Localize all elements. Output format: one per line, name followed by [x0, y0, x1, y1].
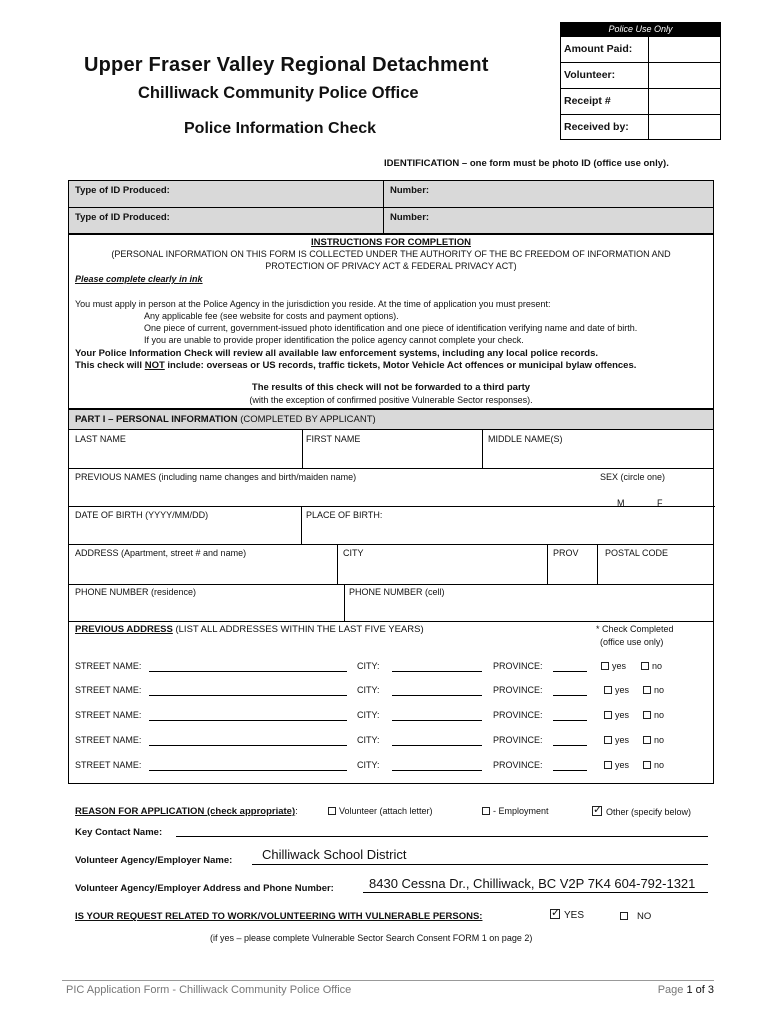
requirement-id: One piece of current, government-issued photo identification and one piece of identification verifying name and date of birth. — [144, 323, 638, 333]
previous-address-row — [69, 661, 713, 681]
checkbox-icon — [620, 912, 628, 920]
agency-name-field[interactable] — [252, 864, 708, 865]
id-table — [68, 180, 714, 234]
agency-name-label: Volunteer Agency/Employer Name: — [75, 855, 233, 866]
province-label: PROVINCE: — [493, 661, 543, 671]
province-field[interactable] — [553, 695, 587, 696]
city-label: CITY: — [357, 661, 380, 671]
checkbox-icon — [604, 711, 612, 719]
office-title: Chilliwack Community Police Office — [138, 84, 419, 102]
id-row-2 — [69, 207, 713, 233]
city-label[interactable]: CITY — [343, 548, 364, 558]
received-by-field[interactable] — [649, 115, 720, 140]
vulnerable-yes-option[interactable]: ✓ YES — [550, 909, 584, 921]
checked-checkbox-icon — [592, 806, 602, 816]
footer-divider — [62, 980, 714, 981]
dob-label[interactable]: DATE OF BIRTH (YYYY/MM/DD) — [75, 510, 209, 520]
previous-address-row — [69, 735, 713, 755]
no-checkbox[interactable]: no — [643, 735, 664, 745]
city-field[interactable] — [392, 720, 482, 721]
sex-label: SEX (circle one) — [600, 472, 666, 482]
street-name-label: STREET NAME: — [75, 685, 142, 695]
middle-names-label[interactable]: MIDDLE NAME(S) — [488, 434, 563, 444]
province-label: PROVINCE: — [493, 735, 543, 745]
no-checkbox[interactable]: no — [643, 685, 664, 695]
no-checkbox[interactable]: no — [641, 661, 662, 671]
received-by-row — [561, 114, 720, 140]
checkbox-icon — [604, 761, 612, 769]
sex-f-option[interactable]: F — [657, 498, 663, 508]
province-field[interactable] — [553, 770, 587, 771]
address-label[interactable]: ADDRESS (Apartment, street # and name) — [75, 548, 247, 558]
police-use-only-box — [560, 22, 721, 140]
vulnerable-question: IS YOUR REQUEST RELATED TO WORK/VOLUNTEERING WITH VULNERABLE PERSONS: — [75, 911, 483, 922]
amount-paid-row — [561, 36, 720, 62]
agency-address-value[interactable]: 8430 Cessna Dr., Chilliwack, BC V2P 7K4 604-792-1321 — [369, 876, 696, 891]
volunteer-field[interactable] — [649, 63, 720, 88]
key-contact-field[interactable] — [176, 836, 708, 837]
city-label: CITY: — [357, 685, 380, 695]
yes-checkbox[interactable]: yes — [604, 760, 629, 770]
previous-address-row — [69, 685, 713, 705]
yes-checkbox[interactable]: yes — [604, 735, 629, 745]
street-name-label: STREET NAME: — [75, 760, 142, 770]
province-label: PROVINCE: — [493, 685, 543, 695]
agency-name-value[interactable]: Chilliwack School District — [262, 847, 407, 862]
street-name-label: STREET NAME: — [75, 710, 142, 720]
will-not-include: This check will NOT include: overseas or US records, traffic tickets, Motor Vehicle Act offences or municipal bylaw offences. — [75, 360, 637, 371]
agency-address-label: Volunteer Agency/Employer Address and Phone Number: — [75, 883, 334, 894]
id-type-label[interactable]: Type of ID Produced: — [69, 181, 384, 207]
reason-other-option[interactable]: ✓ Other (specify below) — [592, 806, 691, 817]
street-name-field[interactable] — [149, 770, 347, 771]
receipt-field[interactable] — [649, 89, 720, 114]
not-forwarded-note: The results of this check will not be forwarded to a third party — [251, 382, 531, 393]
agency-address-field[interactable] — [363, 892, 708, 893]
province-field[interactable] — [553, 745, 587, 746]
checkbox-icon — [601, 662, 609, 670]
prov-label[interactable]: PROV — [553, 548, 579, 558]
yes-checkbox[interactable]: yes — [601, 661, 626, 671]
vulnerable-no-option[interactable]: NO — [620, 911, 651, 922]
last-name-label[interactable]: LAST NAME — [75, 434, 126, 444]
receipt-label: Receipt # — [561, 89, 649, 114]
exception-note: (with the exception of confirmed positive Vulnerable Sector responses). — [249, 395, 533, 405]
privacy-line-2: PROTECTION OF PRIVACY ACT & FEDERAL PRIVACY ACT) — [265, 261, 517, 271]
review-all-systems: Your Police Information Check will review all available law enforcement systems, including any local police records. — [75, 348, 599, 359]
id-number-label[interactable]: Number: — [390, 185, 430, 196]
id-type-label[interactable]: Type of ID Produced: — [69, 208, 384, 233]
amount-paid-label: Amount Paid: — [561, 37, 649, 62]
reason-employment-option[interactable]: - Employment — [482, 806, 549, 816]
previous-address-row — [69, 710, 713, 730]
office-use-only-label: (office use only) — [600, 637, 664, 647]
reason-heading: REASON FOR APPLICATION (check appropriate): — [75, 806, 298, 817]
vulnerable-note: (if yes – please complete Vulnerable Sector Search Consent FORM 1 on page 2) — [210, 933, 533, 943]
volunteer-label: Volunteer: — [561, 63, 649, 88]
check-completed-label: * Check Completed — [596, 624, 674, 634]
part1-personal-information — [68, 409, 714, 622]
street-name-field[interactable] — [149, 695, 347, 696]
volunteer-row — [561, 62, 720, 88]
postal-code-label[interactable]: POSTAL CODE — [605, 548, 669, 558]
province-label: PROVINCE: — [493, 760, 543, 770]
reason-volunteer-option[interactable]: Volunteer (attach letter) — [328, 806, 433, 816]
street-name-label: STREET NAME: — [75, 735, 142, 745]
receipt-row — [561, 88, 720, 114]
city-field[interactable] — [392, 671, 482, 672]
city-label: CITY: — [357, 710, 380, 720]
street-name-field[interactable] — [149, 720, 347, 721]
requirement-unable: If you are unable to provide proper identification the police agency cannot complete your check. — [144, 335, 524, 345]
apply-in-person: You must apply in person at the Police Agency in the jurisdiction you reside. At the time of application you must present: — [75, 299, 551, 309]
city-field[interactable] — [392, 695, 482, 696]
checkbox-icon — [643, 761, 651, 769]
sex-m-option[interactable]: M — [617, 498, 625, 508]
footer-form-name: PIC Application Form - Chilliwack Community Police Office — [66, 984, 352, 996]
street-name-field[interactable] — [149, 671, 347, 672]
province-field[interactable] — [553, 720, 587, 721]
city-field[interactable] — [392, 745, 482, 746]
checked-checkbox-icon — [550, 909, 560, 919]
province-field[interactable] — [553, 671, 587, 672]
previous-address-row — [69, 760, 713, 780]
instructions-box — [68, 234, 714, 409]
city-label: CITY: — [357, 760, 380, 770]
checkbox-icon — [604, 736, 612, 744]
form-title: Police Information Check — [184, 120, 377, 137]
checkbox-icon — [643, 686, 651, 694]
checkbox-icon — [482, 807, 490, 815]
yes-checkbox[interactable]: yes — [604, 685, 629, 695]
checkbox-icon — [643, 711, 651, 719]
no-checkbox[interactable]: no — [643, 710, 664, 720]
received-by-label: Received by: — [561, 115, 649, 140]
key-contact-label: Key Contact Name: — [75, 827, 163, 838]
checkbox-icon — [328, 807, 336, 815]
checkbox-icon — [643, 736, 651, 744]
checkbox-icon — [641, 662, 649, 670]
street-name-field[interactable] — [149, 745, 347, 746]
requirement-fee: Any applicable fee (see website for costs and payment options). — [144, 311, 399, 321]
pob-label[interactable]: PLACE OF BIRTH: — [306, 510, 383, 520]
id-number-label[interactable]: Number: — [390, 212, 430, 223]
id-row-1 — [69, 181, 713, 207]
previous-names-label[interactable]: PREVIOUS NAMES (including name changes and birth/maiden name) — [75, 472, 357, 482]
no-checkbox[interactable]: no — [643, 760, 664, 770]
part1-header: PART I – PERSONAL INFORMATION (COMPLETED BY APPLICANT) — [69, 410, 713, 430]
city-field[interactable] — [392, 770, 482, 771]
complete-clearly-note: Please complete clearly in ink — [75, 274, 203, 284]
phone-residence-label[interactable]: PHONE NUMBER (residence) — [75, 587, 197, 597]
footer-page-number: Page 1 of 3 — [657, 984, 714, 996]
phone-cell-label[interactable]: PHONE NUMBER (cell) — [349, 587, 445, 597]
city-label: CITY: — [357, 735, 380, 745]
previous-address-heading: PREVIOUS ADDRESS (LIST ALL ADDRESSES WITHIN THE LAST FIVE YEARS) — [75, 624, 424, 635]
instructions-heading: INSTRUCTIONS FOR COMPLETION — [311, 237, 471, 248]
identification-note: IDENTIFICATION – one form must be photo ID (office use only). — [384, 158, 669, 169]
yes-checkbox[interactable]: yes — [604, 710, 629, 720]
street-name-label: STREET NAME: — [75, 661, 142, 671]
police-use-only-header: Police Use Only — [561, 23, 720, 36]
detachment-title: Upper Fraser Valley Regional Detachment — [84, 54, 489, 76]
province-label: PROVINCE: — [493, 710, 543, 720]
privacy-line-1: (PERSONAL INFORMATION ON THIS FORM IS COLLECTED UNDER THE AUTHORITY OF THE BC FREEDOM OF INFORMATION AND — [111, 249, 671, 259]
first-name-label[interactable]: FIRST NAME — [306, 434, 361, 444]
previous-address-section — [68, 622, 714, 784]
checkbox-icon — [604, 686, 612, 694]
amount-paid-field[interactable] — [649, 37, 720, 62]
